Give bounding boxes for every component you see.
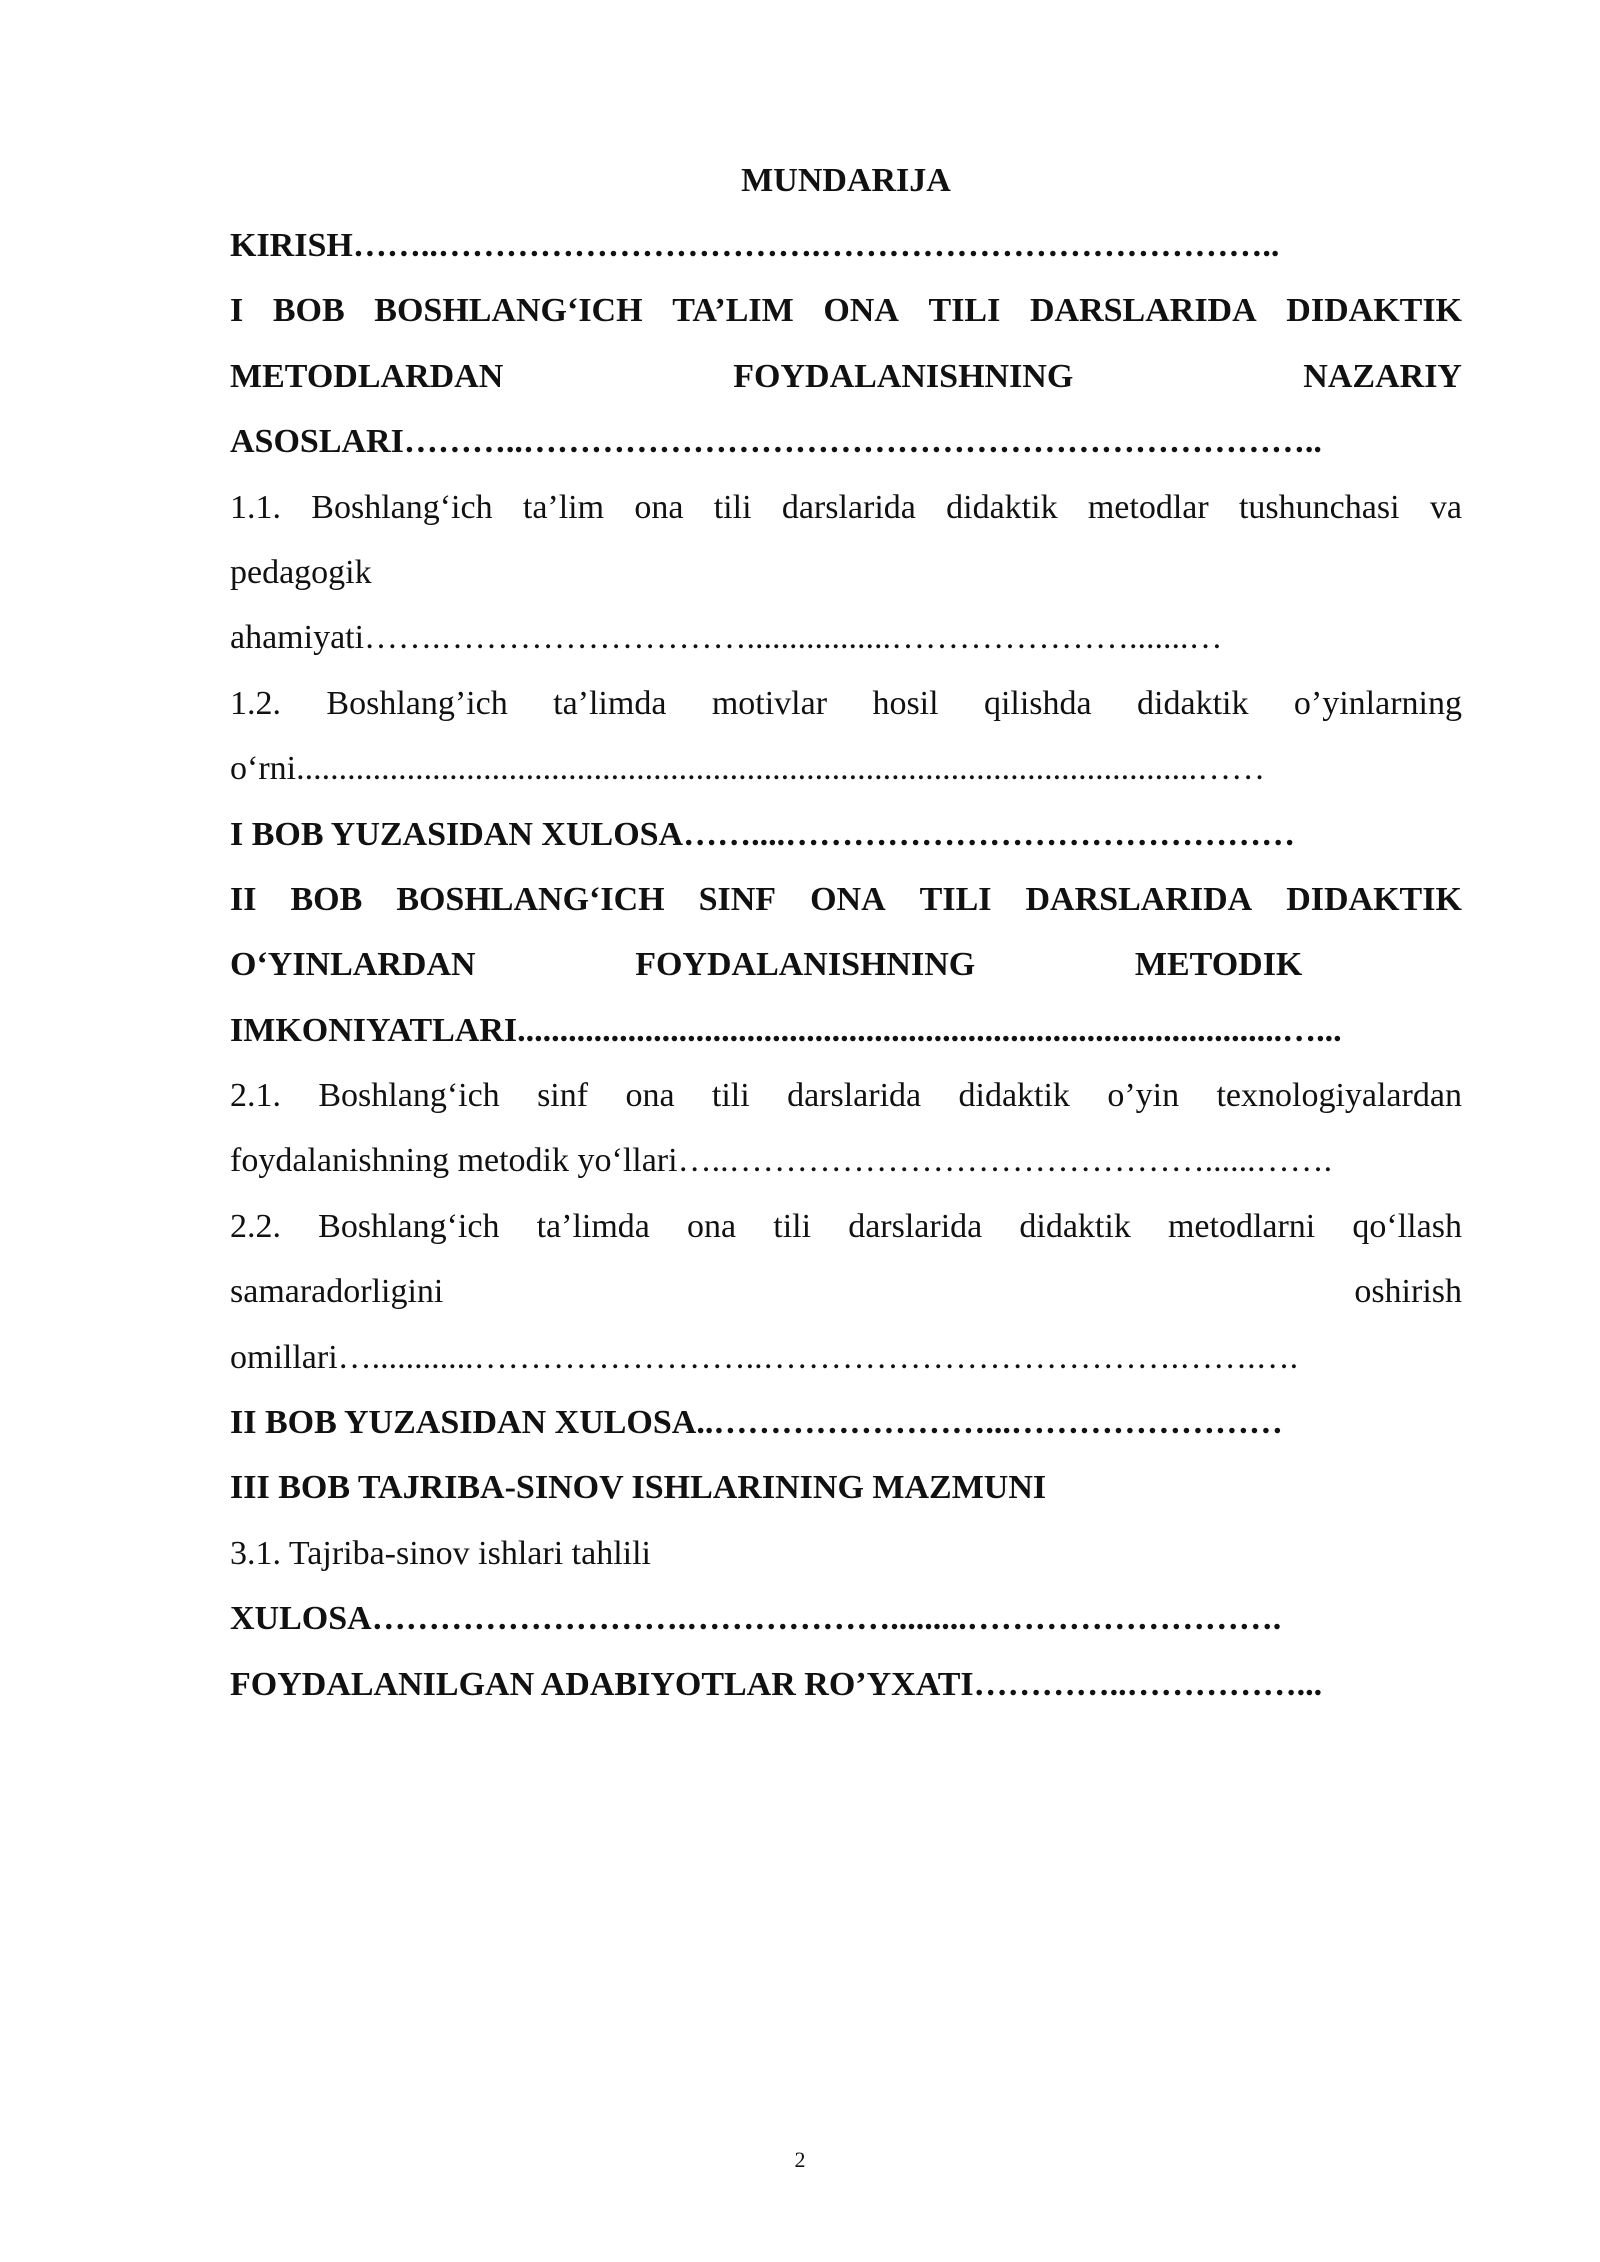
toc-entry-word: BOB	[272, 292, 345, 330]
toc-entry-word: tili	[713, 488, 752, 526]
toc-entry-word: metodlar	[1087, 488, 1209, 526]
toc-entry-word: DARSLARIDA	[1025, 880, 1253, 918]
toc-entry-word: didaktik	[946, 488, 1058, 526]
toc-entry-word: ONA	[823, 292, 899, 330]
toc-entry-word: ta’limda	[553, 684, 667, 722]
toc-entry-word: METODIK	[1134, 946, 1303, 984]
table-of-contents	[230, 148, 1462, 1717]
toc-entry: KIRISH……..…………………………….…………………………………..	[230, 227, 1280, 264]
toc-title: MUNDARIJA	[741, 162, 951, 199]
toc-entry-word: DARSLARIDA	[1029, 292, 1257, 330]
toc-entry: II BOB YUZASIDAN XULOSA..……………………...……………………	[230, 1404, 1283, 1442]
toc-entry: XULOSA……………………….……………….........……………………….	[230, 1600, 1282, 1638]
toc-entry: ASOSLARI………..……………………………………………………………..	[230, 423, 1322, 461]
toc-entry-word: 1.1.	[230, 488, 281, 526]
toc-entry-word: NAZARIY	[1303, 357, 1462, 395]
toc-entry-word: tili	[773, 1207, 812, 1245]
toc-entry-word: ona	[687, 1207, 737, 1245]
toc-entry-word: qo‘llash	[1352, 1207, 1462, 1245]
toc-entries	[230, 213, 1462, 1717]
toc-entry-word: FOYDALANISHNING	[733, 357, 1074, 395]
toc-entry-word: O‘YINLARDAN	[230, 946, 476, 984]
toc-entry-word: I	[230, 292, 244, 330]
toc-entry: III BOB TAJRIBA-SINOV ISHLARINING MAZMUNI	[230, 1469, 1047, 1507]
toc-entry	[230, 278, 1462, 343]
toc-entry	[230, 344, 1462, 409]
toc-entry-word: motivlar	[711, 684, 828, 722]
toc-entry: I BOB YUZASIDAN XULOSA……....………………………………………	[230, 815, 1296, 853]
toc-entry-word: Boshlang‘ich	[311, 488, 493, 526]
toc-entry: omillari…............……………………..……………………………….…….….	[230, 1338, 1299, 1376]
toc-entry: FOYDALANILGAN ADABIYOTLAR RO’YXATI…………..……………...	[230, 1665, 1323, 1703]
toc-entry-word: o’yinlarning	[1293, 684, 1462, 722]
toc-entry-word: didaktik	[1137, 684, 1249, 722]
toc-entry-word: tili	[711, 1077, 750, 1115]
toc-entry	[230, 1194, 1462, 1259]
toc-entry-word: metodlarni	[1167, 1207, 1316, 1245]
toc-entry-word: II	[230, 880, 257, 918]
toc-entry-word: 2.2.	[230, 1207, 281, 1245]
toc-entry	[230, 932, 1462, 997]
toc-entry	[230, 1063, 1462, 1128]
toc-entry-word: DIDAKTIK	[1286, 292, 1462, 330]
toc-entry-word: BOSHLANG‘ICH	[374, 292, 643, 330]
toc-entry	[230, 867, 1462, 932]
toc-entry: IMKONIYATLARI..........................................................................................…...	[230, 1011, 1342, 1049]
toc-entry-word: darslarida	[787, 1077, 922, 1115]
toc-entry-word: samaradorligini	[230, 1273, 444, 1311]
toc-entry-word: Boshlang’ich	[326, 684, 508, 722]
toc-entry-word: darslarida	[781, 488, 916, 526]
toc-entry	[230, 1259, 1462, 1324]
toc-entry: foydalanishning metodik yo‘llari…..……………………………………......…….	[230, 1142, 1333, 1180]
toc-entry: pedagogik	[230, 553, 372, 591]
toc-entry-word: TILI	[928, 292, 1001, 330]
toc-entry-word: qilishda	[983, 684, 1092, 722]
toc-entry-word: DIDAKTIK	[1286, 880, 1462, 918]
toc-entry-word: tushunchasi	[1238, 488, 1400, 526]
toc-entry-word: BOSHLANG‘ICH	[396, 880, 665, 918]
toc-entry-word: ona	[634, 488, 684, 526]
toc-entry-word: 2.1.	[230, 1077, 281, 1115]
toc-entry-word: va	[1429, 488, 1462, 526]
toc-entry-word: oshirish	[1354, 1273, 1462, 1311]
toc-entry-word: o’yin	[1107, 1077, 1180, 1115]
toc-entry: 3.1. Tajriba-sinov ishlari tahlili	[230, 1534, 651, 1572]
toc-entry-word: TILI	[919, 880, 992, 918]
toc-entry-word: didaktik	[958, 1077, 1070, 1115]
toc-entry-word: TA’LIM	[672, 292, 794, 330]
toc-entry	[230, 671, 1462, 736]
toc-entry-word: ona	[625, 1077, 675, 1115]
toc-entry-word: ta’limda	[536, 1207, 650, 1245]
toc-entry-word: METODLARDAN	[230, 357, 504, 395]
toc-entry	[230, 475, 1462, 540]
toc-entry-word: ta’lim	[522, 488, 605, 526]
toc-entry-word: texnologiyalardan	[1216, 1077, 1462, 1115]
toc-entry-word: SINF	[698, 880, 777, 918]
toc-entry-word: FOYDALANISHNING	[635, 946, 976, 984]
toc-entry-word: hosil	[872, 684, 939, 722]
page-number: 2	[794, 2147, 806, 2172]
toc-entry-word: didaktik	[1019, 1207, 1131, 1245]
toc-entry: o‘rni..........................................................................................................……	[230, 750, 1266, 788]
toc-entry-word: sinf	[537, 1077, 589, 1115]
toc-entry-word: Boshlang‘ich	[318, 1077, 500, 1115]
toc-entry: ahamiyati…….……………………….................………………….......…	[230, 619, 1223, 657]
toc-entry-word: 1.2.	[230, 684, 281, 722]
toc-entry-word: Boshlang‘ich	[318, 1207, 500, 1245]
toc-entry-word: BOB	[290, 880, 363, 918]
toc-entry-word: ONA	[810, 880, 886, 918]
toc-entry-word: darslarida	[848, 1207, 983, 1245]
